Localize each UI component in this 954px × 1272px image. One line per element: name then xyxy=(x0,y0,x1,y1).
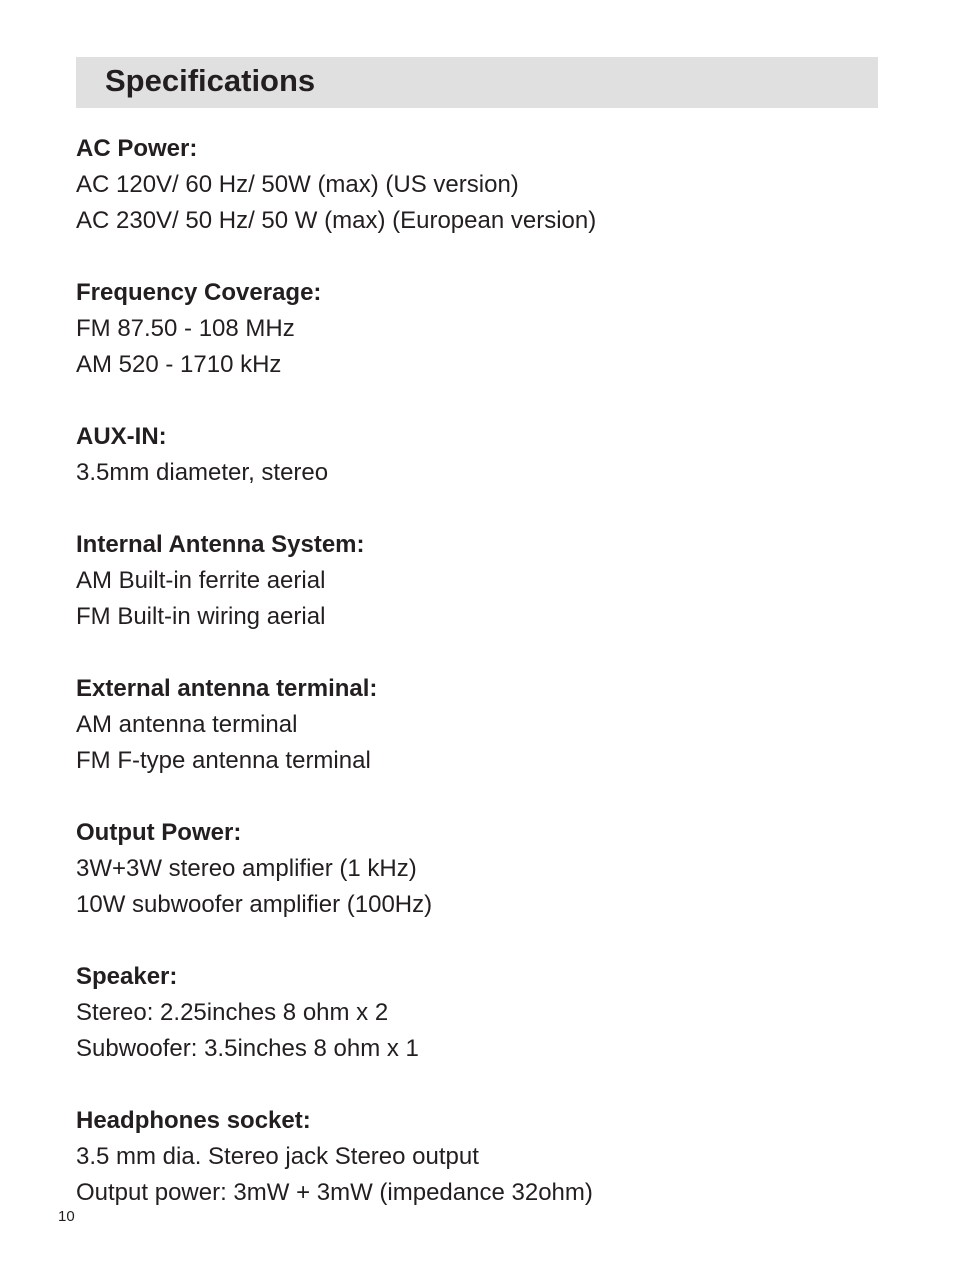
section-internal-antenna xyxy=(76,527,876,635)
spec-line: AC 230V/ 50 Hz/ 50 W (max) (European version) xyxy=(76,207,597,234)
section-speaker xyxy=(76,959,876,1067)
section-external-antenna xyxy=(76,671,876,779)
specifications-content xyxy=(76,131,876,1247)
spec-line: AM Built-in ferrite aerial xyxy=(76,567,326,594)
section-heading: Frequency Coverage: xyxy=(76,279,322,306)
spec-line: Subwoofer: 3.5inches 8 ohm x 1 xyxy=(76,1035,419,1062)
spec-line: FM Built-in wiring aerial xyxy=(76,603,326,630)
spec-line: AM 520 - 1710 kHz xyxy=(76,351,282,378)
section-heading: Output Power: xyxy=(76,819,242,846)
section-heading: Headphones socket: xyxy=(76,1107,311,1134)
spec-line: AM antenna terminal xyxy=(76,711,298,738)
section-heading: AC Power: xyxy=(76,135,198,162)
section-aux-in xyxy=(76,419,876,491)
page-title: Specifications xyxy=(105,63,316,98)
section-frequency-coverage xyxy=(76,275,876,383)
page-number: 10 xyxy=(58,1208,75,1225)
spec-line: 3.5 mm dia. Stereo jack Stereo output xyxy=(76,1143,479,1170)
section-heading: External antenna terminal: xyxy=(76,675,378,702)
spec-line: 3W+3W stereo amplifier (1 kHz) xyxy=(76,855,417,882)
spec-line: AC 120V/ 60 Hz/ 50W (max) (US version) xyxy=(76,171,519,198)
section-heading: Internal Antenna System: xyxy=(76,531,365,558)
spec-line: 3.5mm diameter, stereo xyxy=(76,459,329,486)
spec-line: 10W subwoofer amplifier (100Hz) xyxy=(76,891,433,918)
spec-line: FM F-type antenna terminal xyxy=(76,747,371,774)
section-ac-power xyxy=(76,131,876,239)
section-output-power xyxy=(76,815,876,923)
title-bar xyxy=(76,57,878,108)
spec-line: Stereo: 2.25inches 8 ohm x 2 xyxy=(76,999,389,1026)
spec-line: FM 87.50 - 108 MHz xyxy=(76,315,295,342)
section-headphones-socket xyxy=(76,1103,876,1211)
section-heading: Speaker: xyxy=(76,963,178,990)
section-heading: AUX-IN: xyxy=(76,423,167,450)
spec-line: Output power: 3mW + 3mW (impedance 32ohm) xyxy=(76,1179,593,1206)
